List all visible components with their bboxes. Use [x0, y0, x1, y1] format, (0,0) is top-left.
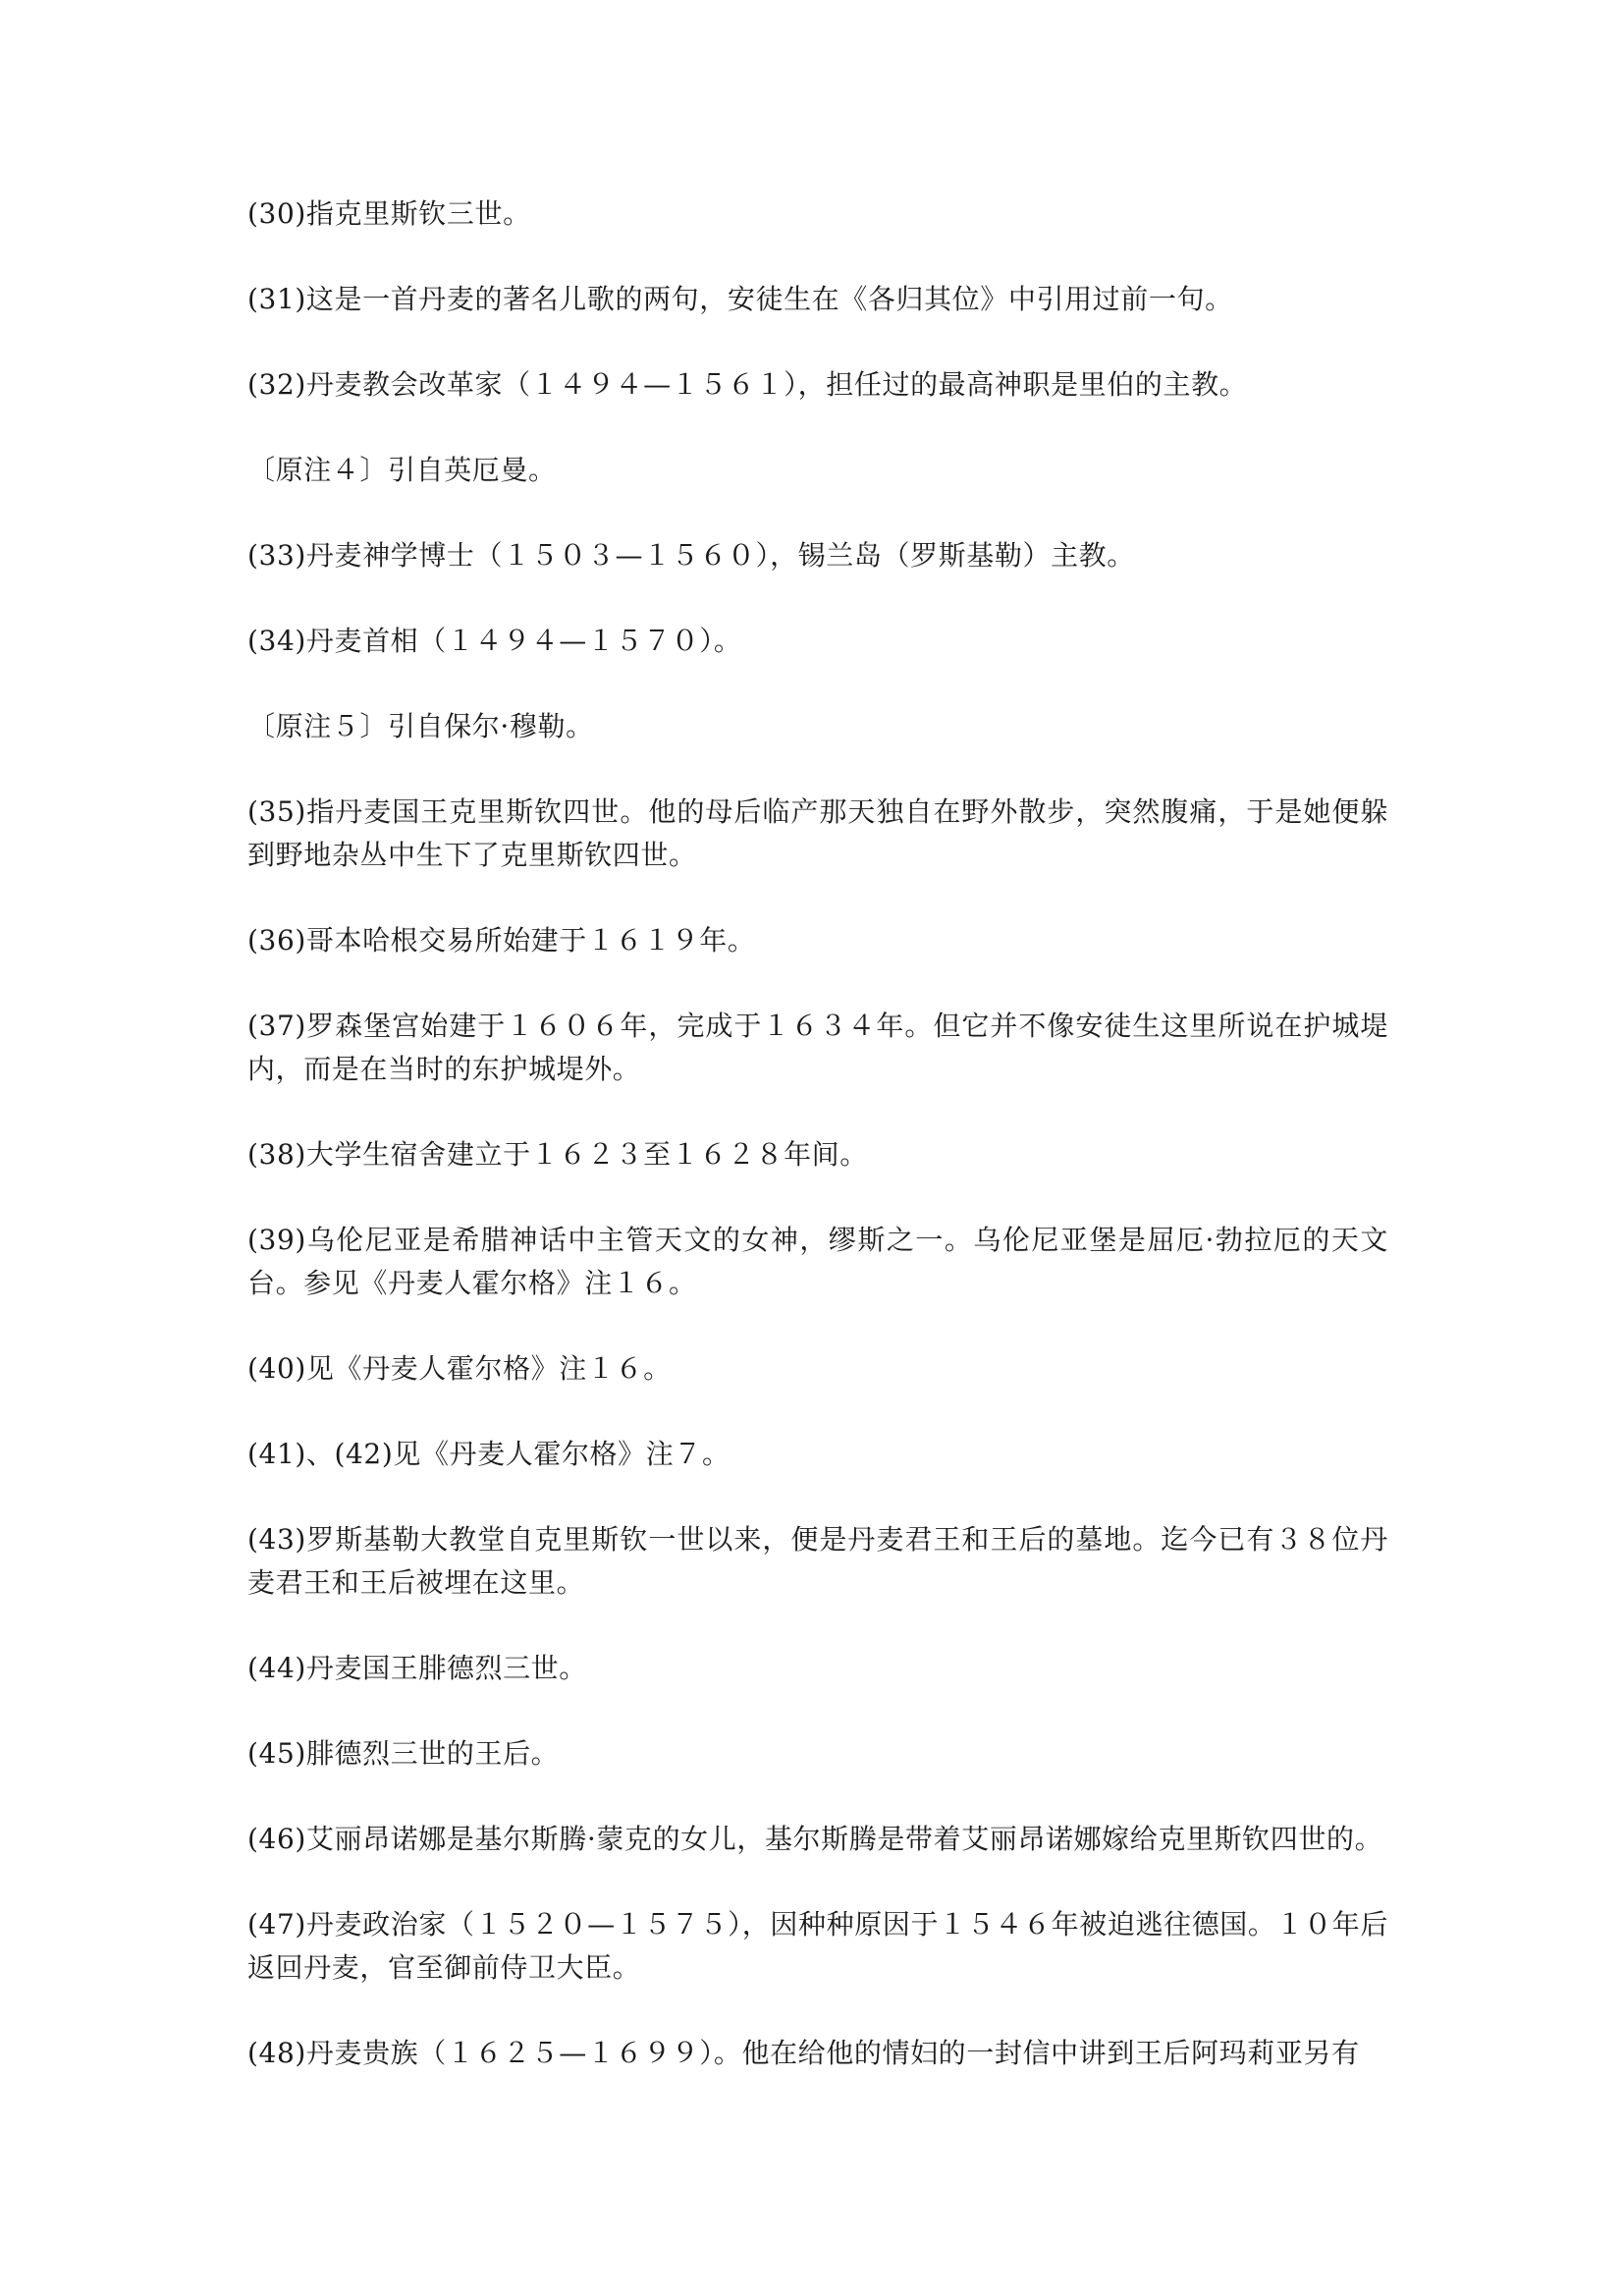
note-39: (39)乌伦尼亚是希腊神话中主管天文的女神，缪斯之一。乌伦尼亚堡是屈厄·勃拉厄的天文台。参见《丹麦人霍尔格》注１６。: [247, 1224, 1388, 1299]
note-38: (38)大学生宿舍建立于１６２３至１６２８年间。: [247, 1138, 868, 1171]
note-41-42: (41)、(42)见《丹麦人霍尔格》注７。: [247, 1438, 730, 1470]
note-32: (32)丹麦教会改革家（１４９４—１５６１），担任过的最高神职是里伯的主教。: [247, 368, 1248, 401]
original-note-5: 〔原注５〕引自保尔·穆勒。: [247, 710, 594, 742]
note-47: (47)丹麦政治家（１５２０—１５７５），因种种原因于１５４６年被迫逃往德国。１０年后返回丹麦，官至御前侍卫大臣。: [247, 1908, 1388, 1984]
document-page: [247, 192, 1388, 2117]
note-44: (44)丹麦国王腓德烈三世。: [247, 1652, 587, 1684]
note-45: (45)腓德烈三世的王后。: [247, 1737, 560, 1770]
note-37: (37)罗森堡宫始建于１６０６年，完成于１６３４年。但它并不像安徒生这里所说在护城堤内，而是在当时的东护城堤外。: [247, 1010, 1388, 1085]
note-43: (43)罗斯基勒大教堂自克里斯钦一世以来，便是丹麦君王和王后的墓地。迄今已有３８位丹麦君王和王后被埋在这里。: [247, 1523, 1388, 1599]
original-note-4: 〔原注４〕引自英厄曼。: [247, 454, 557, 486]
note-31: (31)这是一首丹麦的著名儿歌的两句，安徒生在《各归其位》中引用过前一句。: [247, 283, 1233, 315]
note-48: (48)丹麦贵族（１６２５—１６９９）。他在给他的情妇的一封信中讲到王后阿玛莉亚另有: [247, 2037, 1360, 2069]
note-46: (46)艾丽昂诺娜是基尔斯腾·蒙克的女儿，基尔斯腾是带着艾丽昂诺娜嫁给克里斯钦四世的。: [247, 1823, 1383, 1855]
note-35: (35)指丹麦国王克里斯钦四世。他的母后临产那天独自在野外散步，突然腹痛，于是她便躲到野地杂丛中生下了克里斯钦四世。: [247, 795, 1388, 871]
note-36: (36)哥本哈根交易所始建于１６１９年。: [247, 924, 756, 957]
note-34: (34)丹麦首相（１４９４—１５７０）。: [247, 625, 742, 657]
note-33: (33)丹麦神学博士（１５０３—１５６０），锡兰岛（罗斯基勒）主教。: [247, 539, 1135, 572]
note-40: (40)见《丹麦人霍尔格》注１６。: [247, 1352, 672, 1385]
note-30: (30)指克里斯钦三世。: [247, 197, 531, 230]
